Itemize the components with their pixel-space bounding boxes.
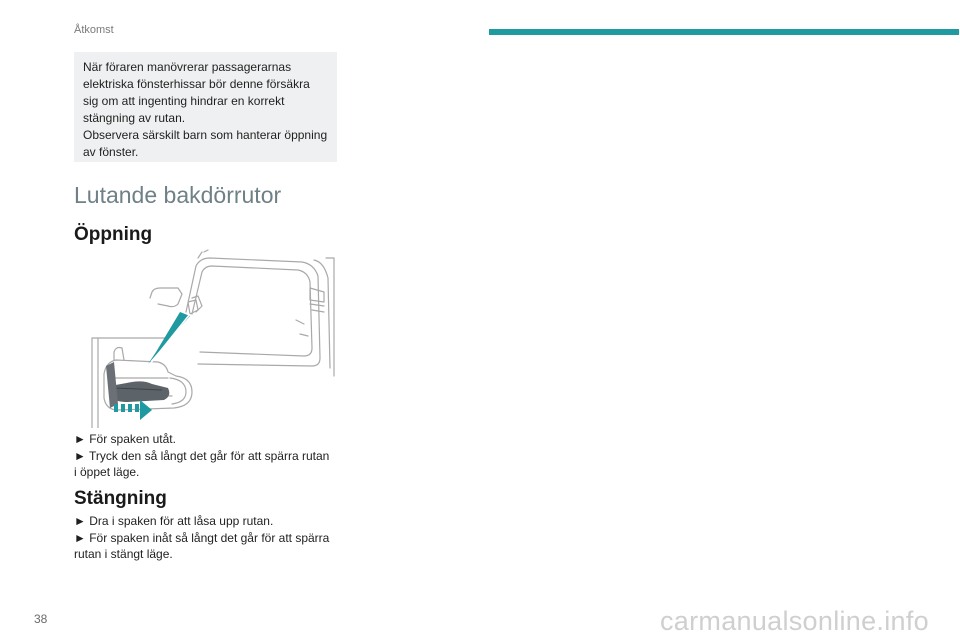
header-accent-rule bbox=[489, 29, 959, 35]
instruction-line: ► Tryck den så långt det går för att spärra rutan bbox=[74, 448, 330, 463]
note-line: sig om att ingenting hindrar en korrekt bbox=[83, 94, 285, 108]
note-line: stängning av rutan. bbox=[83, 111, 186, 125]
instruction-line: rutan i stängt läge. bbox=[74, 547, 173, 561]
section-title: Lutande bakdörrutor bbox=[74, 182, 282, 208]
closing-instructions bbox=[74, 513, 340, 563]
instruction-line: ► Dra i spaken för att låsa upp rutan. bbox=[74, 514, 274, 528]
note-line: När föraren manövrerar passagerarnas bbox=[83, 60, 292, 74]
opening-heading: Öppning bbox=[74, 224, 153, 245]
instruction-line: ► För spaken inåt så långt det går för att spärra bbox=[74, 530, 330, 545]
rear-window-latch-illustration bbox=[88, 248, 338, 428]
page-number: 38 bbox=[34, 612, 48, 626]
instruction-line: i öppet läge. bbox=[74, 465, 140, 479]
running-header: Åtkomst bbox=[74, 24, 114, 36]
opening-instructions bbox=[74, 431, 340, 481]
instruction-line: ► För spaken utåt. bbox=[74, 432, 176, 446]
note-line: elektriska fönsterhissar bör denne försäkra bbox=[83, 77, 310, 91]
closing-heading: Stängning bbox=[74, 488, 167, 509]
note-line: av fönster. bbox=[83, 145, 139, 159]
site-watermark: carmanualsonline.info bbox=[660, 606, 929, 636]
safety-note bbox=[74, 52, 337, 162]
note-line: Observera särskilt barn som hanterar öppning bbox=[83, 128, 328, 142]
